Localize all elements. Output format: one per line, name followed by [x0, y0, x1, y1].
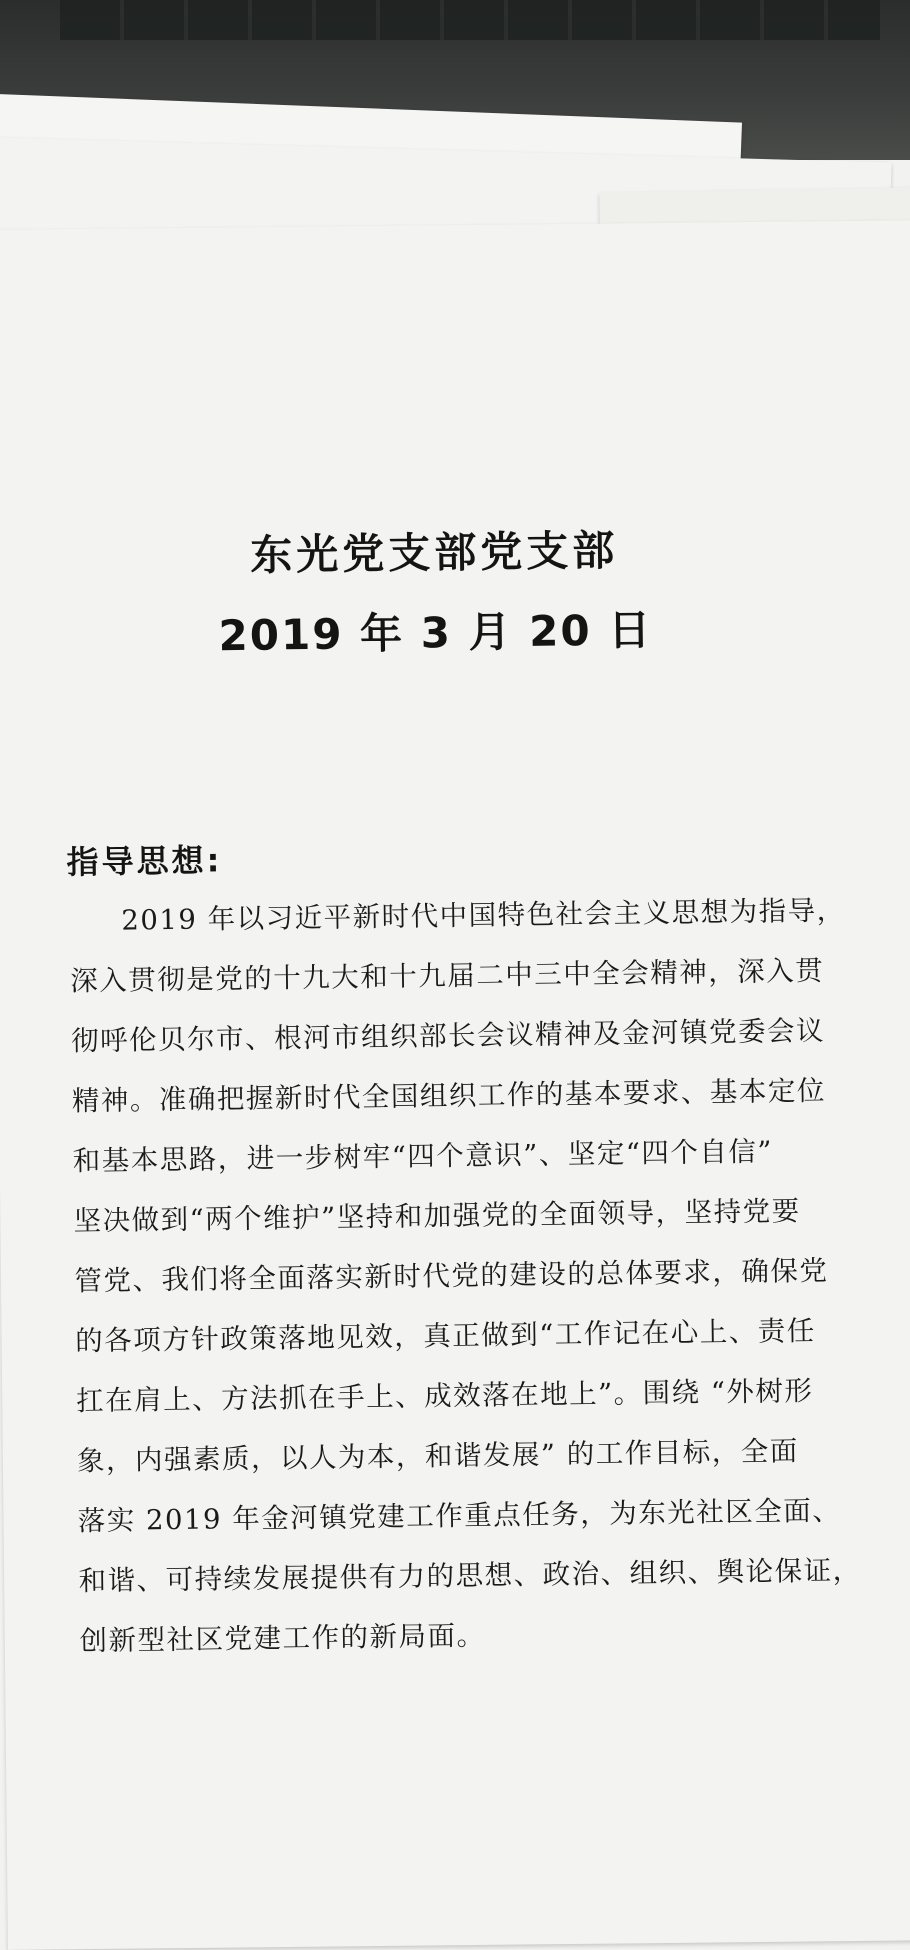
section-heading: 指导思想:: [66, 841, 223, 882]
paragraph-line: 2019 年以习近平新时代中国特色社会主义思想为指导，: [121, 894, 846, 937]
paragraph-line: 彻呼伦贝尔市、根河市组织部长会议精神及金河镇党委会议: [70, 1014, 826, 1058]
paragraph-line: 象，内强素质，以人为本，和谐发展” 的工作目标，全面: [76, 1435, 799, 1478]
paragraph-line: 的各项方针政策落地见效，真正做到“工作记在心上、责任: [75, 1315, 817, 1358]
guiding-thought-paragraph: [69, 880, 910, 1672]
paragraph-line: 坚决做到“两个维护”坚持和加强党的全面领导，坚持党要: [73, 1195, 801, 1238]
paragraph-line: 扛在肩上、方法抓在手上、成效落在地上”。围绕 “外树形: [75, 1375, 814, 1418]
paragraph-line: 和谐、可持续发展提供有力的思想、政治、组织、舆论保证，: [78, 1554, 862, 1598]
paragraph-line: 和基本思路，进一步树牢“四个意识”、坚定“四个自信”: [72, 1135, 774, 1178]
paragraph-line: 深入贯彻是党的十九大和十九届二中三中全会精神，深入贯: [70, 954, 825, 998]
paragraph-line: 创新型社区党建工作的新局面。: [79, 1619, 486, 1658]
paragraph-line: 管党、我们将全面落实新时代党的建设的总体要求，确保党: [74, 1254, 829, 1298]
org-title: 东光党支部党支部: [249, 525, 619, 580]
paragraph-line: 落实 2019 年金河镇党建工作重点任务，为东光社区全面、: [77, 1494, 842, 1538]
date-title: 2019 年 3 月 20 日: [218, 605, 653, 661]
paragraph-line: 精神。准确把握新时代全国组织工作的基本要求、基本定位: [71, 1074, 827, 1118]
